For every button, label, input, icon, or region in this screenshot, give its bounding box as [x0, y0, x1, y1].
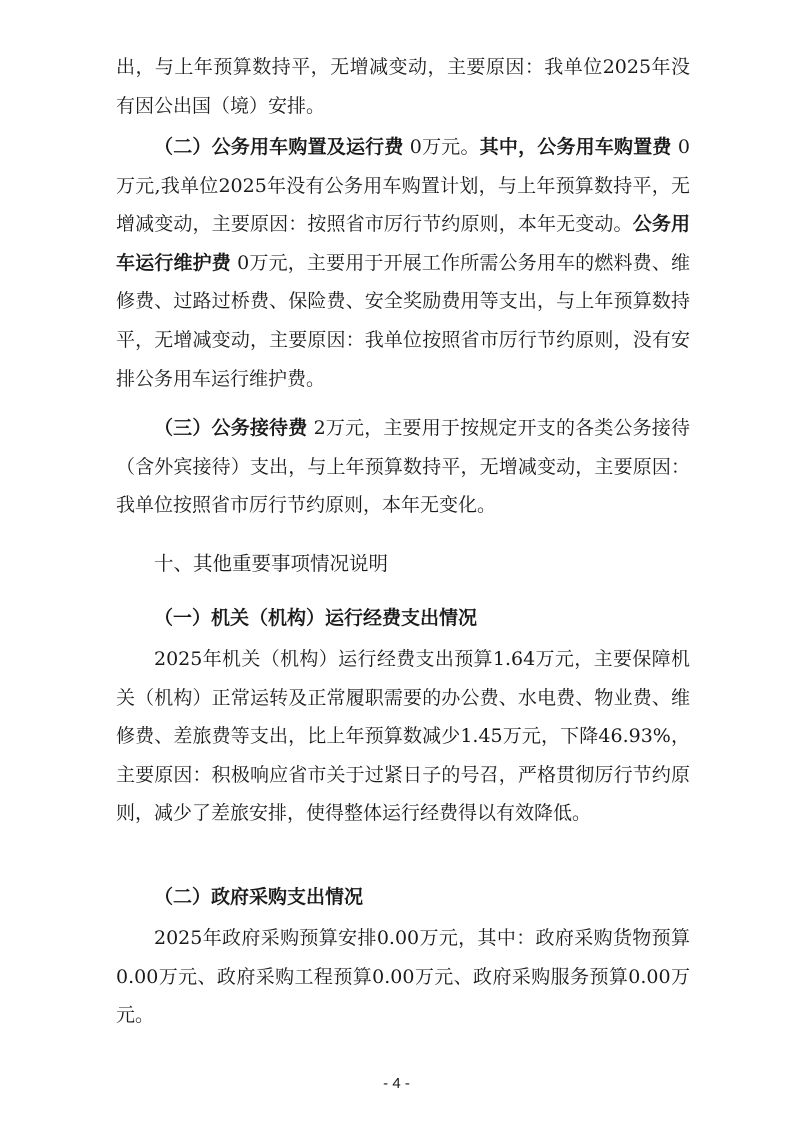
vehicle-maintenance-label: 公务用车运行维护费 [116, 213, 690, 274]
paragraph-official-vehicles [116, 128, 690, 398]
paragraph-overseas-continued: 出，与上年预算数持平，无增减变动，主要原因：我单位2025年没有因公出国（境）安排。 [116, 56, 690, 117]
page-number: - 4 - [383, 1075, 410, 1092]
reception-label: （三）公务接待费 [154, 417, 308, 439]
subheading-government-procurement: （二）政府采购支出情况 [154, 886, 364, 908]
subheading-operating-costs: （一）机关（机构）运行经费支出情况 [154, 607, 478, 629]
vehicle-purchase-text: 0万元,我单位2025年没有公务用车购置计划，与上年预算数持平，无增减变动，主要原因：按照省市厉行节约原则，本年无变动。 [116, 136, 690, 236]
vehicle-maintenance-text: 0万元，主要用于开展工作所需公务用车的燃料费、维修费、过路过桥费、保险费、安全奖励费用等支出，与上年预算数持平，无增减变动，主要原因：我单位按照省市厉行节约原则，没有安排公务用车运行维护费。 [116, 251, 690, 390]
section-heading: 十、其他重要事项情况说明 [154, 552, 389, 575]
vehicle-cost-amount: 0万元。 [403, 136, 480, 158]
paragraph-operating-costs: 2025年机关（机构）运行经费支出预算1.64万元，主要保障机关（机构）正常运转及正常履职需要的办公费、水电费、物业费、维修费、差旅费等支出，比上年预算数减少1.45万元，下降46.93%，主要原因：积极响应省市关于过紧日子的号召，严格贯彻厉行节约原则，减少了差旅安排，使得整体运行经费得以有效降低。 [116, 648, 690, 825]
vehicle-purchase-label: 其中，公务用车购置费 [479, 136, 672, 158]
vehicle-cost-label: （二）公务用车购置及运行费 [154, 136, 404, 158]
paragraph-official-reception [116, 409, 690, 525]
paragraph-government-procurement: 2025年政府采购预算安排0.00万元，其中：政府采购货物预算0.00万元、政府采购工程预算0.00万元、政府采购服务预算0.00万元。 [116, 927, 690, 1027]
reception-text: 2万元，主要用于按规定开支的各类公务接待（含外宾接待）支出，与上年预算数持平，无增减变动，主要原因：我单位按照省市厉行节约原则，本年无变化。 [116, 417, 690, 517]
